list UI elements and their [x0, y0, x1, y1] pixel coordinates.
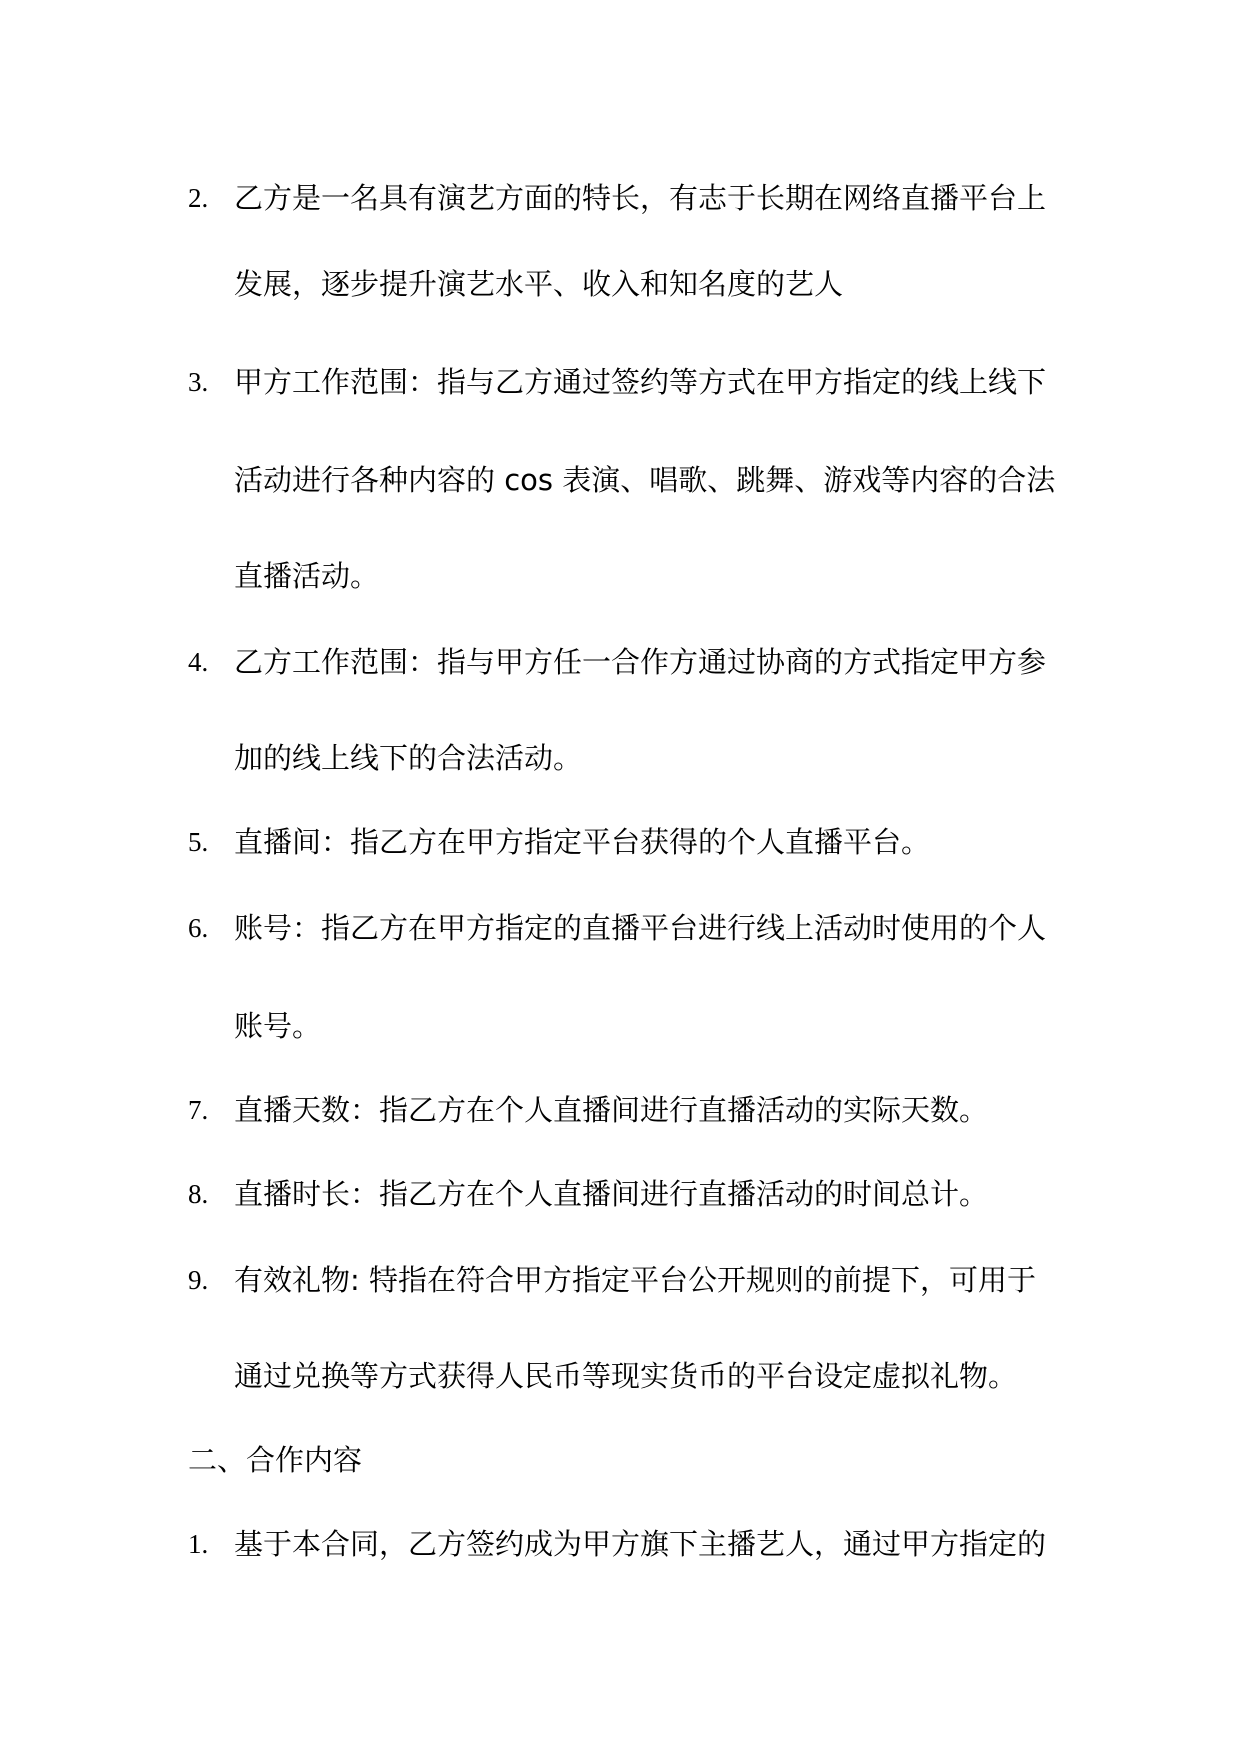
list-number: 5.	[188, 827, 209, 857]
list-number: 4.	[188, 647, 209, 677]
list-item-text: 账号。	[234, 1009, 322, 1043]
list-number: 7.	[188, 1095, 209, 1125]
list-item-text: 直播天数：指乙方在个人直播间进行直播活动的实际天数。	[234, 1093, 989, 1127]
list-item-text: 有效礼物: 特指在符合甲方指定平台公开规则的前提下，可用于	[234, 1263, 1036, 1297]
list-number: 9.	[188, 1265, 209, 1295]
list-item-text: 直播间：指乙方在甲方指定平台获得的个人直播平台。	[234, 825, 931, 859]
list-item-text: 直播活动。	[234, 559, 380, 593]
list-item-text: 加的线上线下的合法活动。	[234, 741, 583, 775]
list-number: 1.	[188, 1529, 209, 1559]
list-item-text: 账号：指乙方在甲方指定的直播平台进行线上活动时使用的个人	[234, 911, 1047, 945]
list-number: 3.	[188, 367, 209, 397]
list-item-text: 发展，逐步提升演艺水平、收入和知名度的艺人	[234, 267, 844, 301]
section-heading: 二、合作内容	[188, 1443, 363, 1477]
list-item-text: 乙方工作范围：指与甲方任一合作方通过协商的方式指定甲方参	[234, 645, 1047, 679]
list-item-text: 直播时长：指乙方在个人直播间进行直播活动的时间总计。	[234, 1177, 989, 1211]
list-number: 8.	[188, 1179, 209, 1209]
list-item-text: 通过兑换等方式获得人民币等现实货币的平台设定虚拟礼物。	[234, 1359, 1018, 1393]
list-item-text: 活动进行各种内容的 cos 表演、唱歌、跳舞、游戏等内容的合法	[234, 463, 1056, 497]
list-item-text: 乙方是一名具有演艺方面的特长，有志于长期在网络直播平台上	[234, 181, 1047, 215]
list-number: 6.	[188, 913, 209, 943]
list-item-text: 基于本合同，乙方签约成为甲方旗下主播艺人，通过甲方指定的	[234, 1527, 1047, 1561]
list-item-text: 甲方工作范围：指与乙方通过签约等方式在甲方指定的线上线下	[234, 365, 1047, 399]
list-number: 2.	[188, 183, 209, 213]
